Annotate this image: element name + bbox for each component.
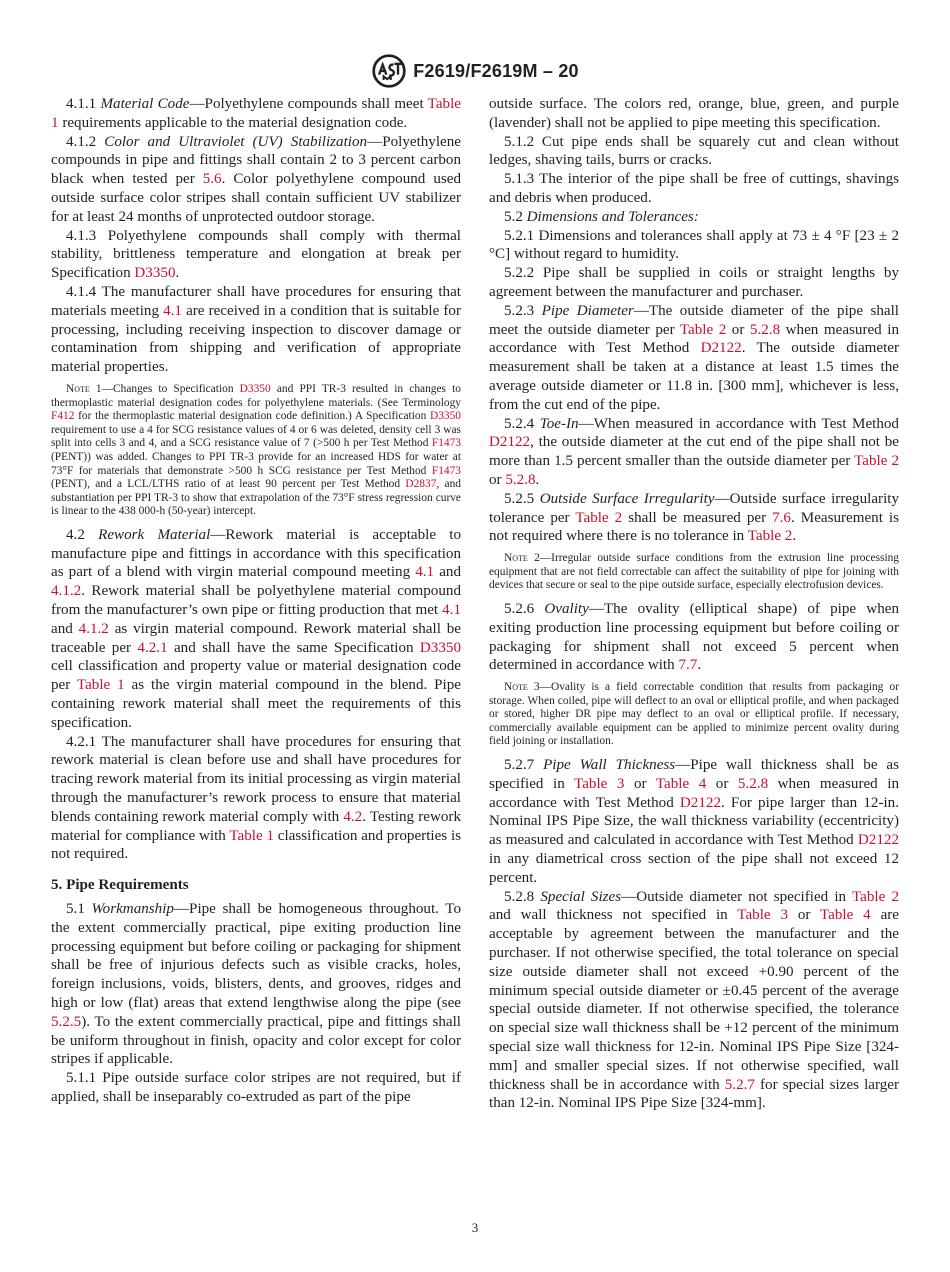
para-4-1-1: 4.1.1 Material Code—Polyethylene compounds shall meet Table 1 requirements applicable to the material designation code.	[51, 96, 461, 131]
page-header	[0, 54, 950, 88]
link-table-1[interactable]: Table 1	[76, 677, 125, 694]
para-5-2-3: 5.2.3 Pipe Diameter—The outside diameter of the pipe shall meet the outside diameter per Table 2 or 5.2.8 when measured in accordance with Test Method D2122. The outside diameter measurement shall be taken at a distance at least 1.5 times the average outside diameter or 11.8 in. [300 mm], whichever is less, from the cut end of the pipe.	[489, 302, 900, 413]
para-4-1-3: 4.1.3 Polyethylene compounds shall comply with thermal stability, brittleness temperature and elongation at break per Specification D3350.	[51, 227, 461, 282]
link-f1473[interactable]: F1473	[431, 464, 461, 477]
link-d3350[interactable]: D3350	[134, 265, 176, 282]
para-5-1: 5.1 Workmanship—Pipe shall be homogeneous throughout. To the extent commercially practical, pipe exiting production line processing equipment but before coiling or packaging for shipment shall be free of injurious defects such as visible cracks, holes, foreign inclusions, voids, blisters, dents, and grooves, ridges and high or low (flat) areas that extend lengthwise along the pipe (see 5.2.5). To the extent commercially practical, pipe and fittings shall be uniform throughout in finish, opacity and color except for color stripes if applicable.	[51, 901, 461, 1068]
para-5-1-2: 5.1.2 Cut pipe ends shall be squarely cut and clean without ledges, shaving tails, burrs or cracks.	[489, 133, 899, 169]
link-table-4[interactable]: Table 4	[655, 775, 707, 792]
para-5-2-5: 5.2.5 Outside Surface Irregularity—Outside surface irregularity tolerance per Table 2 shall be measured per 7.6. Measurement is not required where there is no tolerance in Table 2.	[489, 490, 899, 545]
link-5-2-7[interactable]: 5.2.7	[724, 1076, 755, 1093]
para-5-2-1: 5.2.1 Dimensions and tolerances shall apply at 73 ± 4 °F [23 ± 2 °C] without regard to humidity.	[489, 227, 899, 263]
link-7-6[interactable]: 7.6	[772, 509, 791, 526]
link-table-2[interactable]: Table 2	[679, 321, 727, 338]
link-5-2-8[interactable]: 5.2.8	[737, 775, 769, 792]
link-5-2-8[interactable]: 5.2.8	[749, 321, 781, 338]
link-f1473[interactable]: F1473	[431, 437, 461, 450]
link-table-1[interactable]: Table 1	[229, 827, 274, 844]
right-column	[489, 95, 899, 1113]
note-2: Note 2—Irregular outside surface conditions from the extrusion line processing equipment that are not field correctable can affect the suitability of pipe for joining with devices that secure or seal to the pipe outside surface, especially electrofusion devices.	[489, 552, 899, 592]
link-table-3[interactable]: Table 3	[574, 775, 625, 792]
para-5-2-7: 5.2.7 Pipe Wall Thickness—Pipe wall thickness shall be as specified in Table 3 or Table 4 or 5.2.8 when measured in accordance with Test Method D2122. For pipe larger than 12-in. Nominal IPS Pipe Size, the wall thickness variability (eccentricity) as measured and calculated in accordance with Test Method D2122 in any diametrical cross section of the pipe shall not exceed 12 percent.	[489, 757, 900, 886]
link-f412[interactable]: F412	[51, 410, 75, 423]
para-4-2: 4.2 Rework Material—Rework material is acceptable to manufacture pipe and fittings in accordance with this specification as part of a blend with virgin material compound meeting 4.1 and 4.1.2. Rework material shall be polyethylene material compound from the manufacturer’s own pipe or fitting production that met 4.1 and 4.1.2 as virgin material compound. Rework material shall be traceable per 4.2.1 and shall have the same Specification D3350 cell classification and property value or material designation code per Table 1 as the virgin material compound in the blend. Pipe containing rework material shall meet the requirements of this specification.	[51, 526, 462, 731]
link-table-2[interactable]: Table 2	[747, 528, 793, 545]
note-3: Note 3—Ovality is a field correctable condition that results from packaging or storage. When coiled, pipe will deflect to an oval or elliptical profile, and when packaged or stored, higher DR pipe may deflect to an oval or elliptical profile. If necessary, commercially available equipment can be applied to minimize percent ovality during field joining or installation.	[489, 681, 899, 748]
link-d3350[interactable]: D3350	[239, 382, 271, 395]
link-table-2[interactable]: Table 2	[575, 509, 623, 526]
link-4-1-2[interactable]: 4.1.2	[78, 620, 109, 637]
link-table-2[interactable]: Table 2	[854, 453, 900, 470]
note-1: Note 1—Changes to Specification D3350 and PPI TR-3 resulted in changes to thermoplastic material designation codes for polyethylene materials. (See Terminology F412 for the thermoplastic material designation code definition.) A Specification D3350 requirement to use a 4 for SCG resistance values of 4 or 6 was deleted, density cell 3 was split into cells 3 and 4, and a SCG resistance value of 7 (>500 h per Test Method F1473 (PENT)) was added. Changes to PPI TR-3 provide for an increased HDS for water at 73°F for materials that demonstrate >500 h SCG resistance per Test Method F1473 (PENT), and a LCL/LTHS ratio of at least 90 percent per Test Method D2837, and substantiation per PPI TR-3 to show that extrapolation of the 73°F stress regression curve is linear to the 438 000-h (50-year) intercept.	[51, 382, 461, 518]
link-5-2-8[interactable]: 5.2.8	[505, 471, 536, 488]
link-table-1[interactable]: Table 1	[51, 96, 461, 131]
link-4-1[interactable]: 4.1	[415, 564, 435, 581]
para-4-1-2: 4.1.2 Color and Ultraviolet (UV) Stabilization—Polyethylene compounds in pipe and fittings shall contain 2 to 3 percent carbon black when tested per 5.6. Color polyethylene compound used outside surface color stripes shall contain sufficient UV stabilizer for at least 24 months of unprotected outdoor storage.	[51, 133, 461, 225]
link-4-2[interactable]: 4.2	[343, 808, 363, 825]
link-d2122[interactable]: D2122	[857, 832, 899, 849]
para-5-1-3: 5.1.3 The interior of the pipe shall be free of cuttings, shavings and debris when produced.	[489, 171, 899, 206]
left-column	[51, 95, 461, 1107]
link-d3350[interactable]: D3350	[419, 639, 461, 656]
link-4-1-2[interactable]: 4.1.2	[51, 583, 82, 600]
para-5-2-4: 5.2.4 Toe-In—When measured in accordance with Test Method D2122, the outside diameter at the cut end of the pipe shall not be more than 1.5 percent smaller than the outside diameter per Table 2 or 5.2.8.	[489, 415, 900, 488]
link-d2122[interactable]: D2122	[679, 794, 721, 811]
standard-designation: F2619/F2619M – 20	[413, 60, 579, 81]
para-5-2: 5.2 Dimensions and Tolerances:	[504, 208, 699, 225]
para-5-2-2: 5.2.2 Pipe shall be supplied in coils or straight lengths by agreement between the manufacturer and purchaser.	[489, 265, 899, 300]
para-4-2-1: 4.2.1 The manufacturer shall have procedures for ensuring that rework material is clean before use and shall have procedures for tracing rework material from its initial processing as virgin material through the manufacturer’s rework process to ensure that material blends containing rework material comply with 4.2. Testing rework material for compliance with Table 1 classification and properties is not required.	[51, 733, 462, 863]
link-5-6[interactable]: 5.6	[202, 171, 222, 188]
page-number: 3	[471, 1220, 479, 1235]
link-5-2-5[interactable]: 5.2.5	[51, 1013, 82, 1030]
link-7-7[interactable]: 7.7	[678, 657, 698, 674]
para-5-2-8: 5.2.8 Special Sizes—Outside diameter not specified in Table 2 and wall thickness not specified in Table 3 or Table 4 are acceptable by agreement between the manufacturer and the purchaser. If not otherwise specified, the total tolerance on special size outside diameter shall not exceed +0.90 percent of the minimum special outside diameter or ±0.45 percent of the average special outside diameter. If not otherwise specified, the tolerance on special size wall thickness shall be +12 percent of the minimum special size wall thickness for 12-in. Nominal IPS Pipe Size [324-mm] and smaller special sizes. If not otherwise specified, wall thickness shall be in accordance with 5.2.7 for special sizes larger than 12-in. Nominal IPS Pipe Size [324-mm].	[489, 888, 900, 1112]
para-5-1-1: 5.1.1 Pipe outside surface color stripes are not required, but if applied, shall be inseparably co-extruded as part of the pipe	[51, 1070, 461, 1105]
link-table-4[interactable]: Table 4	[820, 907, 871, 924]
link-table-2[interactable]: Table 2	[852, 888, 900, 905]
link-table-3[interactable]: Table 3	[737, 907, 788, 924]
para-5-1-1-continued: outside surface. The colors red, orange, blue, green, and purple (lavender) shall not be applied to pipe meeting this specification.	[489, 96, 899, 131]
link-4-2-1[interactable]: 4.2.1	[137, 639, 168, 656]
link-4-1[interactable]: 4.1	[163, 302, 182, 319]
para-5-2-6: 5.2.6 Ovality—The ovality (elliptical shape) of pipe when exiting production line processing equipment but before coiling or packaging for shipment shall not exceed 5 percent when determined in accordance with 7.7.	[489, 600, 899, 674]
astm-logo-icon	[371, 53, 407, 89]
link-d2837[interactable]: D2837	[405, 478, 437, 491]
link-d2122[interactable]: D2122	[700, 340, 742, 357]
link-d3350[interactable]: D3350	[429, 410, 461, 423]
section-5-heading: 5. Pipe Requirements	[51, 877, 189, 894]
para-4-1-4: 4.1.4 The manufacturer shall have procedures for ensuring that materials meeting 4.1 are received in a condition that is suitable for processing, including receiving inspection to discover damage or contamination from shipping and verification of appropriate material properties.	[51, 283, 461, 376]
link-4-1[interactable]: 4.1	[442, 602, 461, 619]
link-d2122[interactable]: D2122	[489, 434, 531, 451]
